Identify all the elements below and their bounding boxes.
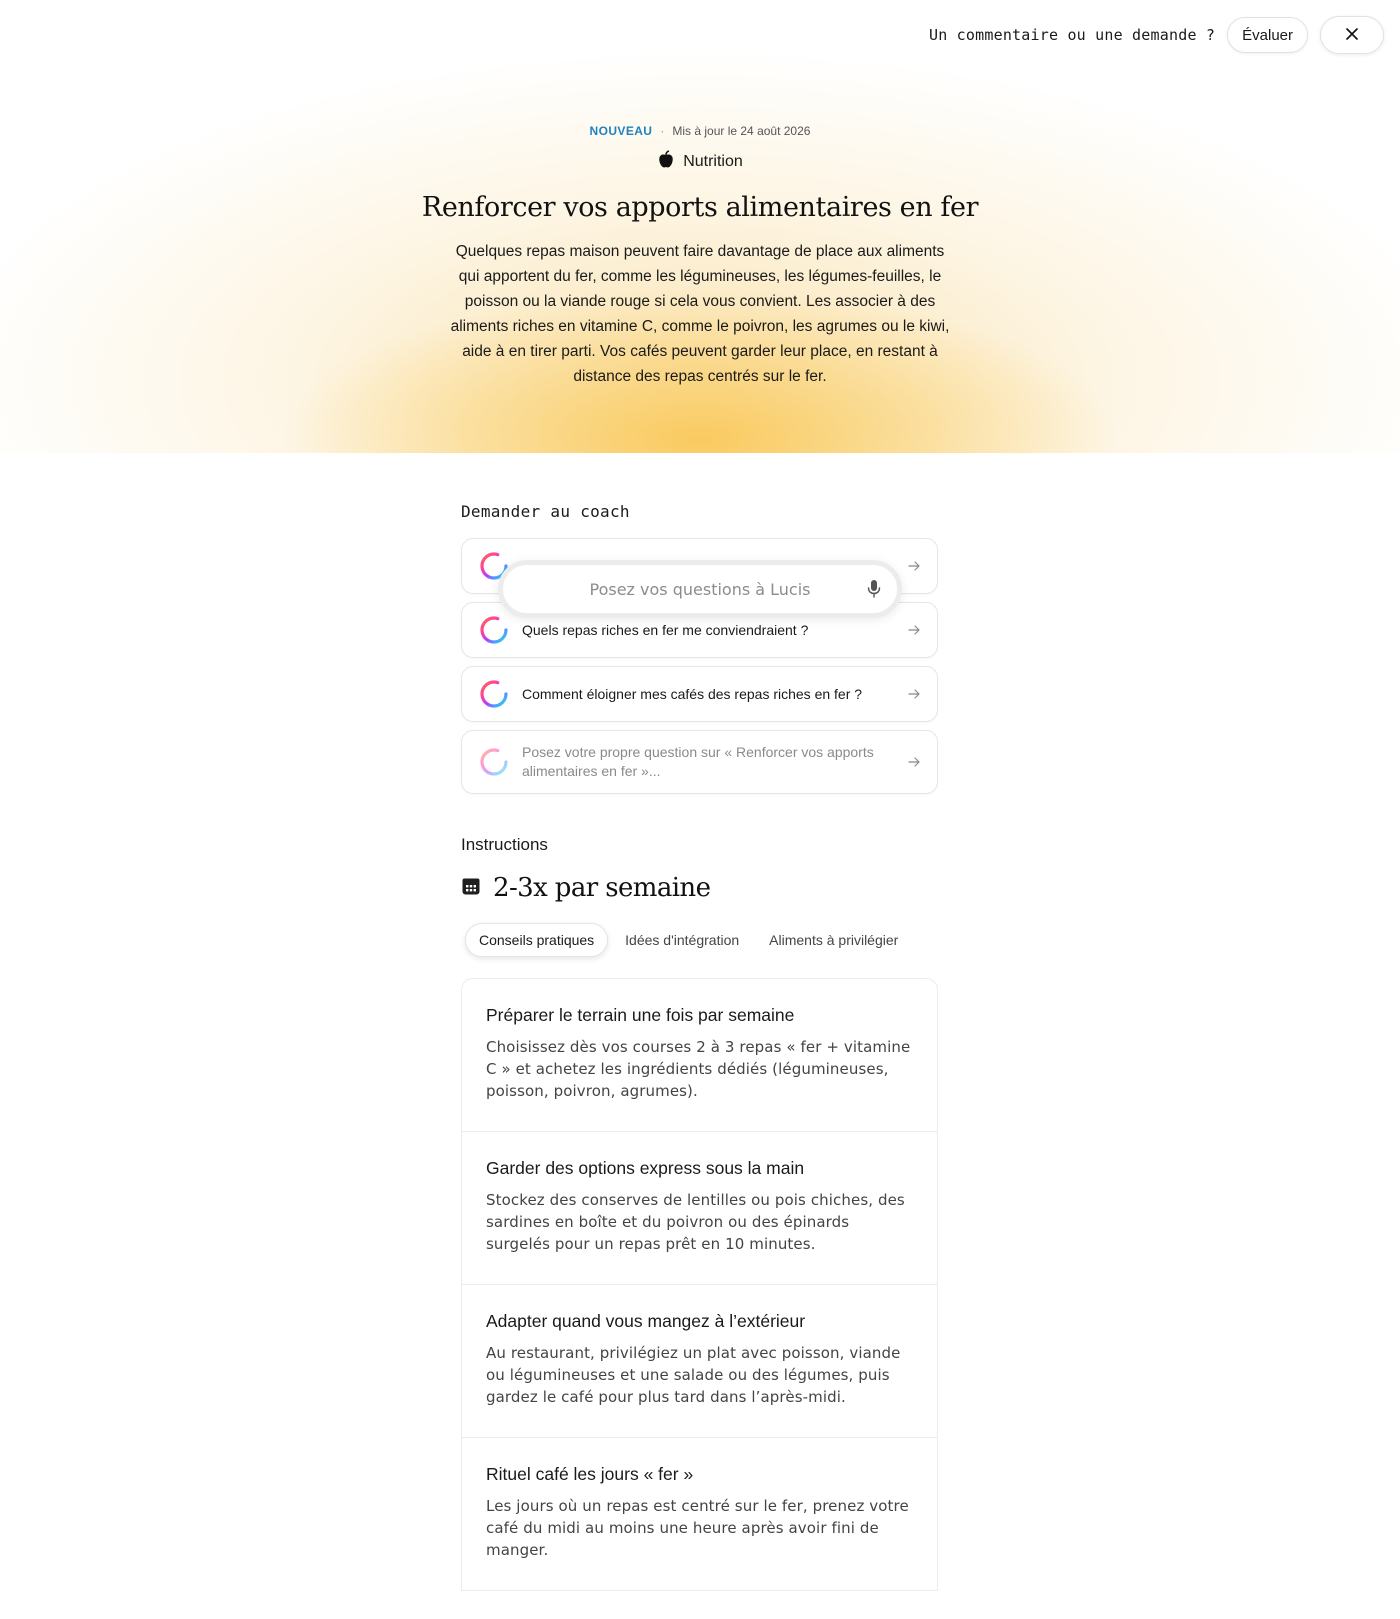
tip-item — [462, 1132, 937, 1285]
page-title: Renforcer vos apports alimentaires en fer — [421, 192, 979, 223]
tab-aliments-privilegier[interactable]: Aliments à privilégier — [769, 932, 899, 948]
instruction-tabs — [465, 923, 942, 957]
coach-label: Demander au coach — [461, 502, 630, 521]
calendar-icon — [461, 876, 481, 901]
tip-item — [462, 979, 937, 1132]
custom-question-card[interactable] — [461, 730, 938, 794]
custom-question-placeholder: Posez votre propre question sur « Renforcer vos apports alimentaires en fer »... — [522, 744, 874, 779]
category-label: Nutrition — [683, 153, 743, 170]
instructions-header — [461, 835, 938, 855]
tip-title: Rituel café les jours « fer » — [486, 1464, 694, 1484]
coach-question-text: Comment éloigner mes cafés des repas riches en fer ? — [522, 685, 863, 702]
tab-conseils-pratiques[interactable]: Conseils pratiques — [465, 923, 608, 957]
arrow-right-icon — [907, 559, 921, 573]
ask-coach-input[interactable] — [550, 580, 850, 599]
arrow-right-icon — [907, 687, 921, 701]
tip-title: Garder des options express sous la main — [486, 1158, 805, 1178]
feedback-question: Un commentaire ou une demande ? — [928, 26, 1216, 44]
arrow-right-icon — [907, 623, 921, 637]
coach-section-header — [461, 502, 938, 521]
apple-icon — [657, 150, 675, 174]
new-badge: NOUVEAU — [589, 124, 653, 138]
hero-content — [0, 124, 1400, 389]
updated-date: Mis à jour le 24 août 2026 — [672, 124, 811, 138]
microphone-icon[interactable] — [867, 579, 881, 604]
page-description: Quelques repas maison peuvent faire davantage de place aux aliments qui apportent du fer, comme les légumineuses, les légumes-feuilles, le poisson ou la viande rouge si cela vous convient. Les associer à des aliments riches en vitamine C, comme le poivron, les agrumes ou le kiwi, aide à en tirer parti. Vos cafés peuvent garder leur place, en restant à distance des repas centrés sur le fer. — [450, 243, 950, 385]
tip-body: Au restaurant, privilégiez un plat avec poisson, viande ou légumineuses et une salade ou des légumes, puis gardez le café pour plus tard dans l’après-midi. — [486, 1344, 901, 1406]
top-bar — [929, 16, 1384, 54]
category-tag — [0, 150, 1400, 174]
tip-body: Les jours où un repas est centré sur le fer, prenez votre café du midi au moins une heure après avoir fini de manger. — [486, 1497, 909, 1559]
tip-item — [462, 1438, 937, 1591]
ask-coach-bar — [498, 560, 902, 618]
coach-question-text: Quels repas riches en fer me conviendraient ? — [522, 621, 809, 638]
tip-title: Adapter quand vous mangez à l’extérieur — [486, 1311, 806, 1331]
tip-body: Stockez des conserves de lentilles ou pois chiches, des sardines en boîte et du poivron ou des épinards surgelés pour un repas prêt en 10 minutes. — [486, 1191, 905, 1253]
tip-title: Préparer le terrain une fois par semaine — [486, 1005, 795, 1025]
close-button[interactable] — [1320, 16, 1384, 54]
tab-idees-integration[interactable]: Idées d'intégration — [625, 932, 740, 948]
instructions-label: Instructions — [461, 835, 548, 854]
close-icon — [1346, 28, 1358, 43]
rate-button[interactable]: Évaluer — [1227, 17, 1308, 53]
coach-question-card[interactable] — [461, 666, 938, 722]
coach-ring-icon — [478, 746, 510, 778]
coach-ring-icon — [478, 678, 510, 710]
frequency-text: 2-3x par semaine — [493, 873, 711, 903]
tips-list — [461, 978, 938, 1591]
meta-separator: · — [660, 124, 665, 138]
arrow-right-icon — [907, 755, 921, 769]
tip-body: Choisissez dès vos courses 2 à 3 repas « fer + vitamine C » et achetez les ingrédients dédiés (légumineuses, poisson, poivron, agrumes). — [486, 1038, 911, 1100]
hero-banner — [0, 0, 1400, 453]
frequency-row — [461, 873, 938, 903]
article-meta — [0, 124, 1400, 138]
coach-ring-icon — [478, 614, 510, 646]
tip-item — [462, 1285, 937, 1438]
